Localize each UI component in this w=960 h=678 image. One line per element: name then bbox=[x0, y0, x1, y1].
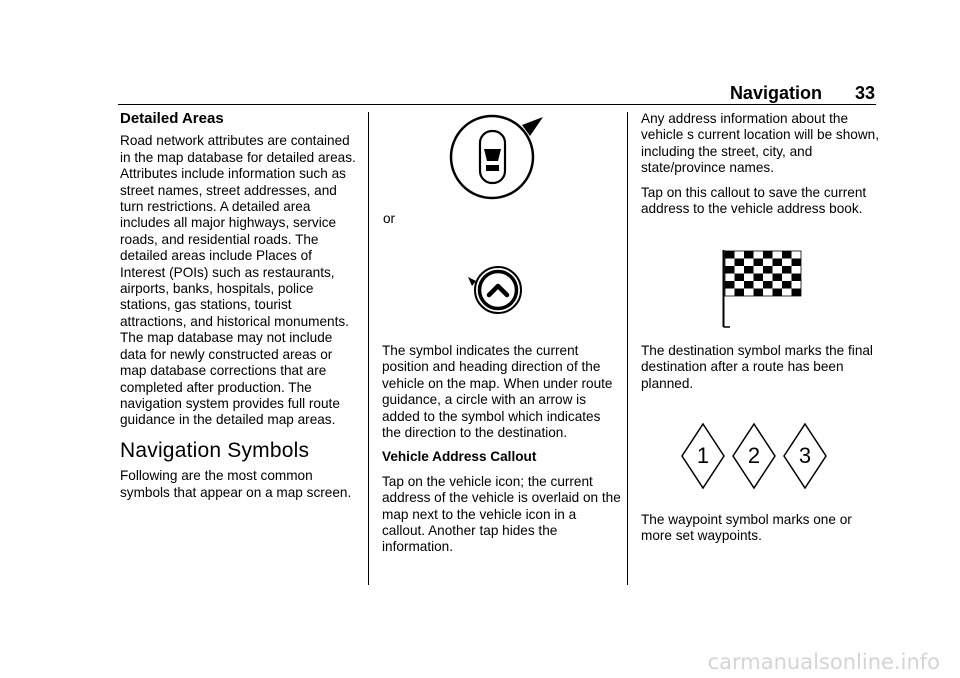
flag-check bbox=[792, 274, 802, 282]
flag-check bbox=[763, 251, 773, 259]
waypoint-label-2: 2 bbox=[747, 443, 761, 468]
navigation-symbols-heading: Navigation Symbols bbox=[120, 438, 310, 462]
watermark: carmanualsonline.info bbox=[707, 650, 940, 674]
flag-check bbox=[782, 251, 792, 259]
waypoint-diamond-icon bbox=[682, 424, 724, 488]
waypoint-symbol-text: The waypoint symbol marks one or more set waypoints. bbox=[641, 512, 852, 544]
column-1 bbox=[120, 111, 360, 509]
flag-check bbox=[754, 259, 764, 267]
flag-check bbox=[754, 289, 764, 297]
flag-check bbox=[725, 266, 735, 274]
header-rule bbox=[118, 104, 876, 105]
flag-check bbox=[754, 274, 764, 282]
section-title: Navigation bbox=[729, 83, 822, 103]
column-3-middle bbox=[641, 343, 881, 400]
flag-check bbox=[735, 289, 745, 297]
page-number: 33 bbox=[854, 83, 875, 103]
flag-check bbox=[725, 281, 735, 289]
flag-check bbox=[773, 274, 783, 282]
flag-check bbox=[782, 266, 792, 274]
or-text: or bbox=[383, 211, 396, 226]
flag-check bbox=[744, 266, 754, 274]
vehicle-address-callout-heading: Vehicle Address Callout bbox=[382, 449, 537, 465]
column-2 bbox=[382, 343, 622, 564]
column-3-top bbox=[641, 111, 881, 225]
flag-check bbox=[744, 281, 754, 289]
column-divider-2 bbox=[627, 112, 628, 585]
save-address-text: Tap on this callout to save the current address to the vehicle address book. bbox=[641, 184, 867, 217]
checkered-flag-icon bbox=[722, 250, 802, 330]
heading-arrow-icon bbox=[466, 262, 526, 318]
flag-check bbox=[773, 259, 783, 267]
waypoint-diamond-icon bbox=[784, 424, 826, 488]
flag-check bbox=[792, 259, 802, 267]
flag-check bbox=[763, 266, 773, 274]
page-header bbox=[730, 83, 875, 104]
navigation-symbols-intro: Following are the most common symbols that appear on a map screen. bbox=[120, 468, 352, 500]
vehicle-symbol-text: The symbol indicates the current position and heading direction of the vehicle on the map. When under route guidance, a circle with an arrow is added to the symbol which indicates the direction to the destination. bbox=[382, 343, 613, 441]
destination-symbol-text: The destination symbol marks the final destination after a route has been planned. bbox=[641, 343, 873, 391]
detailed-areas-text: Road network attributes are contained in the map database for detailed areas. Attributes include information such as street names, street addresses, and turn restrictions. A detailed area includes all major highways, service roads, and residential roads. The detailed areas include Places of Interest (POIs) such as restaurants, airports, banks, hospitals, police stations, gas stations, tourist attractions, and historical monuments. The map database may not include data for newly constructed areas or map database corrections that are completed after production. The navigation system provides full route guidance in the detailed map areas. bbox=[120, 133, 356, 428]
column-3-bottom bbox=[641, 512, 881, 553]
flag-check bbox=[773, 289, 783, 297]
waypoint-diamond-icon bbox=[733, 424, 775, 488]
waypoint-label-1: 1 bbox=[696, 443, 710, 468]
flag-check bbox=[763, 281, 773, 289]
flag-check bbox=[735, 274, 745, 282]
flag-check bbox=[792, 289, 802, 297]
flag-check bbox=[735, 259, 745, 267]
vehicle-position-icon bbox=[450, 113, 546, 203]
column-divider-1 bbox=[368, 112, 369, 585]
vehicle-address-callout-text: Tap on the vehicle icon; the current address of the vehicle is overlaid on the map next to the vehicle icon in a callout. Another tap hides the information. bbox=[382, 473, 621, 555]
waypoint-symbols bbox=[676, 422, 836, 492]
waypoint-label-3: 3 bbox=[798, 443, 812, 468]
flag-check bbox=[725, 251, 735, 259]
flag-check bbox=[782, 281, 792, 289]
detailed-areas-heading: Detailed Areas bbox=[120, 110, 224, 127]
address-info-text: Any address information about the vehicle s current location will be shown, including the street, city, and state/province names. bbox=[641, 111, 880, 176]
flag-check bbox=[744, 251, 754, 259]
